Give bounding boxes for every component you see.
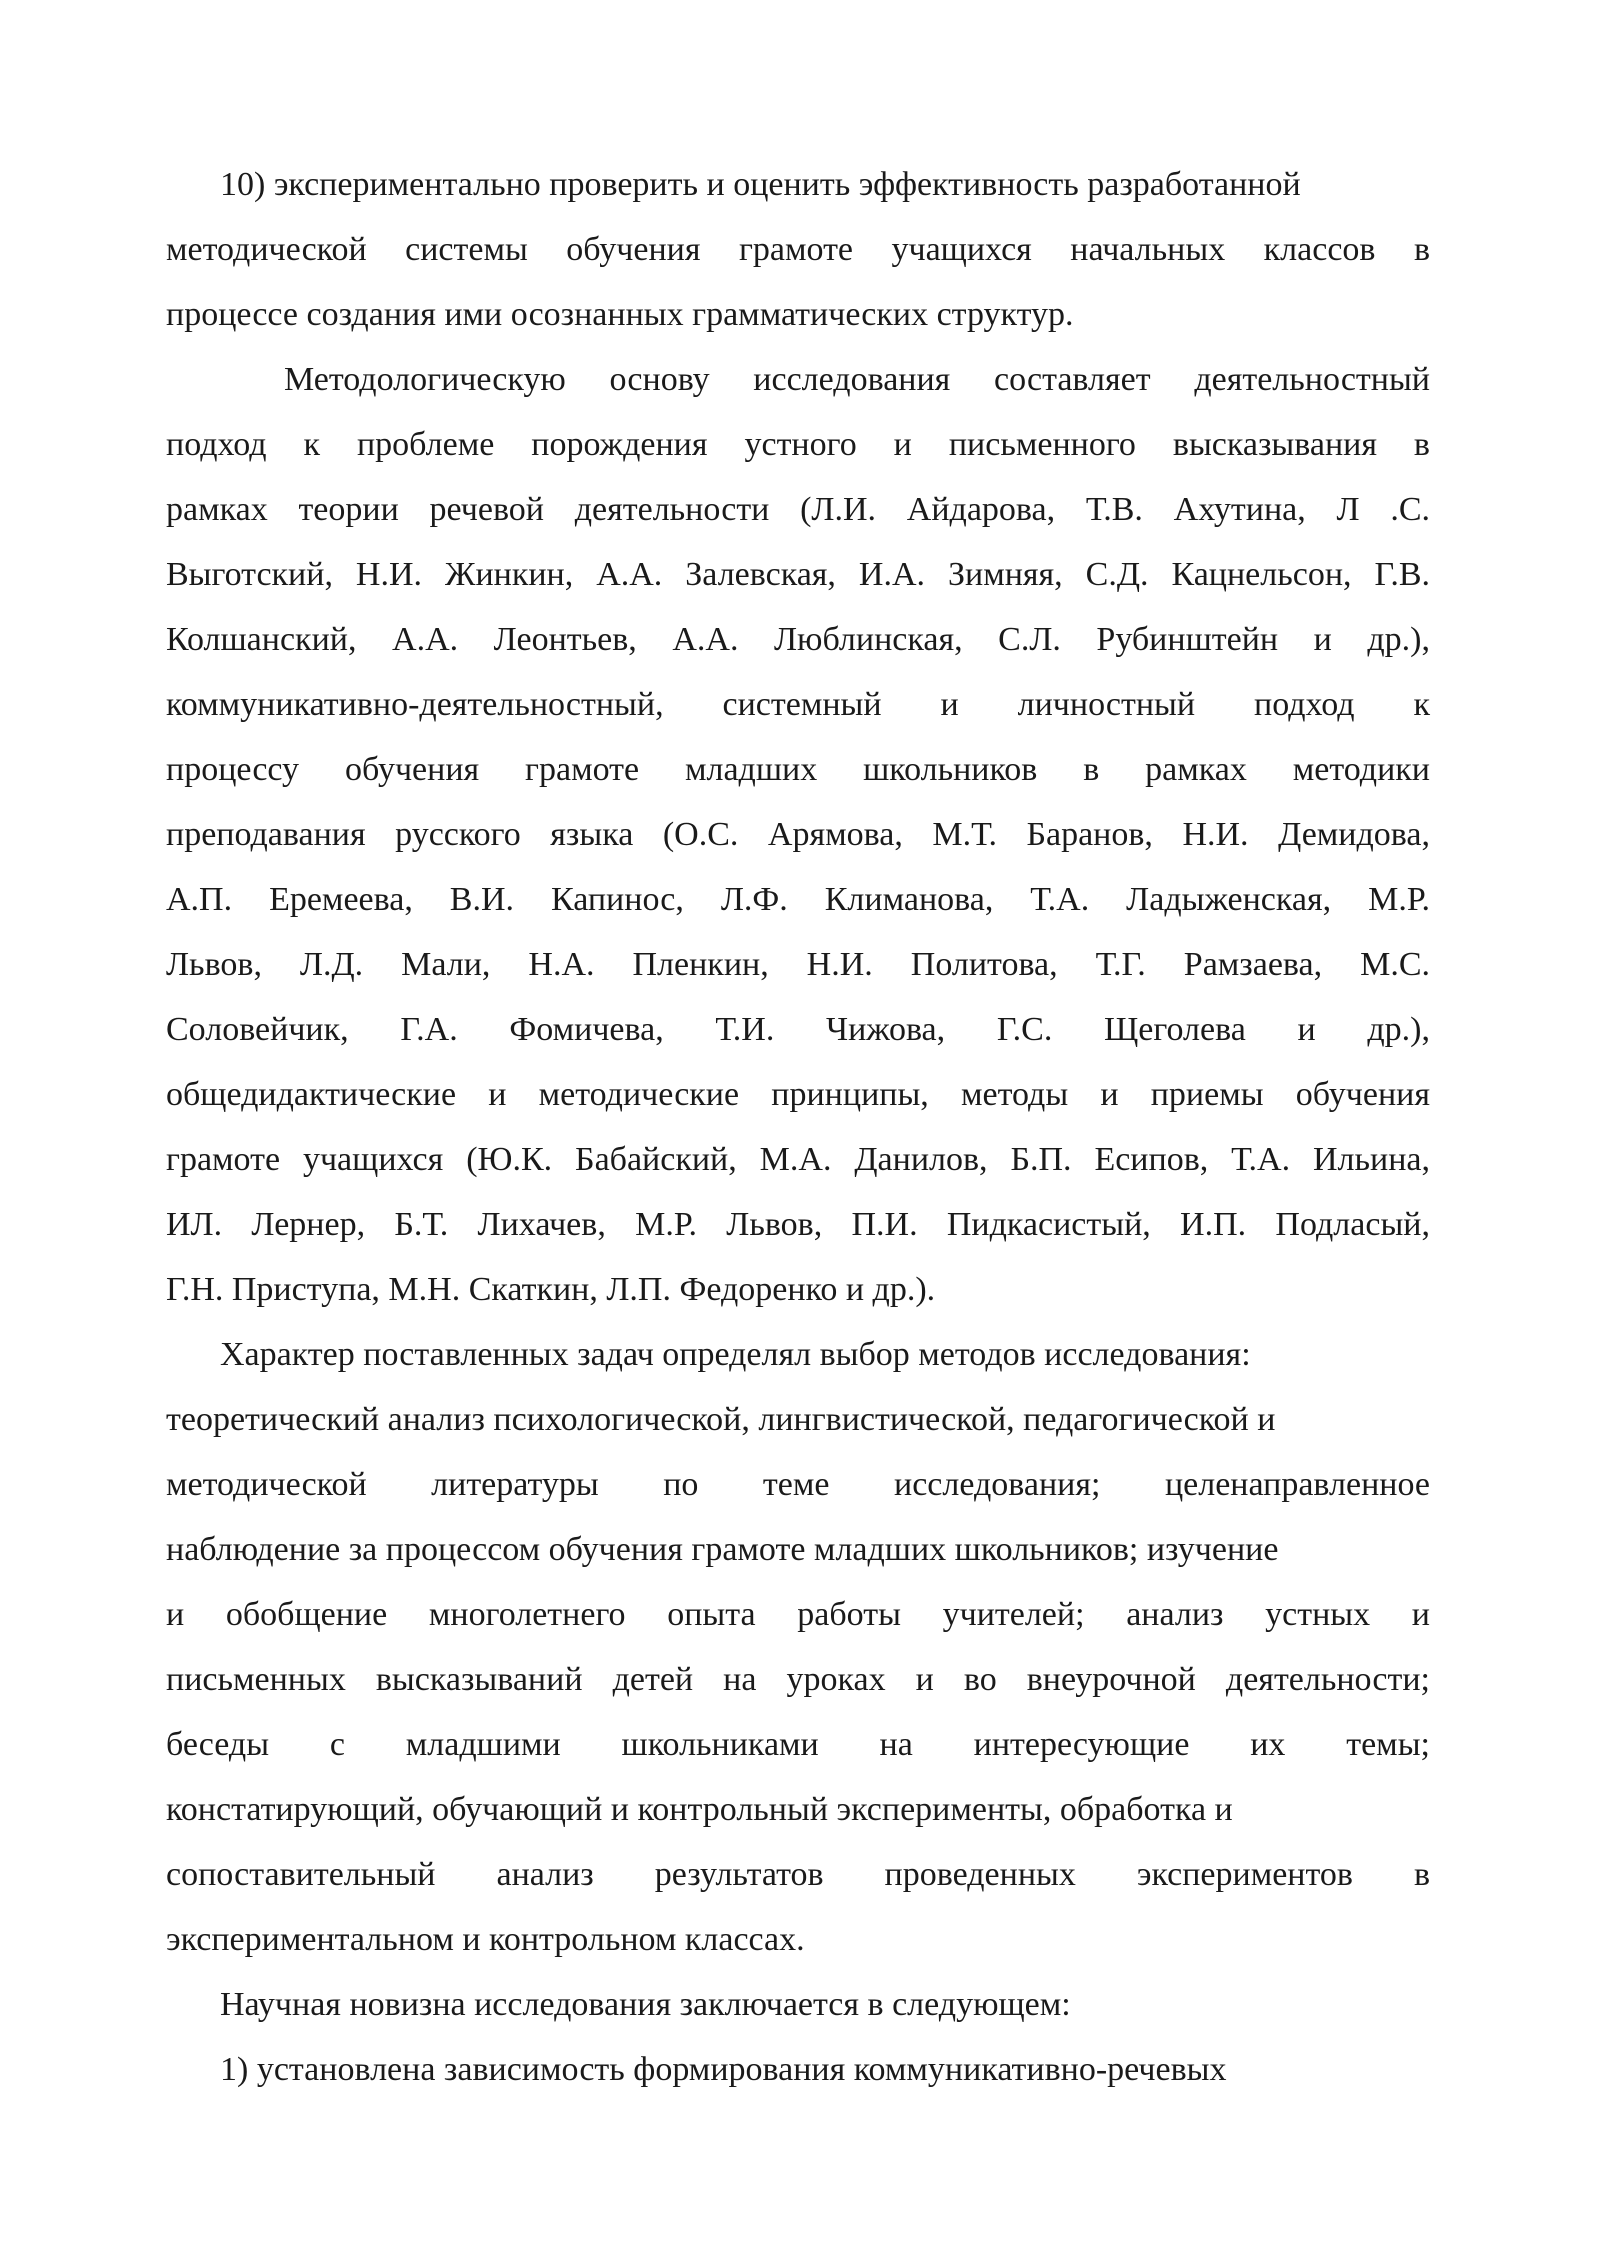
text-line: наблюдение за процессом обучения грамоте младших школьников; изучение	[166, 1531, 1279, 1568]
text-line: Г.Н. Приступа, М.Н. Скаткин, Л.П. Федоренко и др.).	[166, 1271, 936, 1308]
text-line: процессе создания ими осознанных грамматических структур.	[166, 296, 1074, 333]
text-line: и обобщение многолетнего опыта работы учителей; анализ устных и	[166, 1596, 1430, 1633]
text-line: 10) экспериментально проверить и оценить эффективность разработанной	[220, 166, 1301, 203]
text-line: Выготский, Н.И. Жинкин, А.А. Залевская, И.А. Зимняя, С.Д. Кацнельсон, Г.В.	[166, 556, 1430, 593]
text-line: Методологическую основу исследования составляет деятельностный	[284, 361, 1430, 398]
paragraph-p4	[166, 1972, 1430, 2037]
text-line: методической системы обучения грамоте учащихся начальных классов в	[166, 231, 1430, 268]
text-line: 1) установлена зависимость формирования коммуникативно-речевых	[220, 2051, 1227, 2088]
text-line: методической литературы по теме исследования; целенаправленное	[166, 1466, 1430, 1503]
text-line: ИЛ. Лернер, Б.Т. Лихачев, М.Р. Львов, П.И. Пидкасистый, И.П. Подласый,	[166, 1206, 1430, 1243]
text-line: письменных высказываний детей на уроках и во внеурочной деятельности;	[166, 1661, 1430, 1698]
text-line: процессу обучения грамоте младших школьников в рамках методики	[166, 751, 1430, 788]
text-line: А.П. Еремеева, В.И. Капинос, Л.Ф. Климанова, Т.А. Ладыженская, М.Р.	[166, 881, 1430, 918]
text-line: беседы с младшими школьниками на интересующие их темы;	[166, 1726, 1430, 1763]
paragraph-p3	[166, 1322, 1430, 1972]
text-line: экспериментальном и контрольном классах.	[166, 1921, 805, 1958]
text-line: теоретический анализ психологической, лингвистической, педагогической и	[166, 1401, 1276, 1438]
paragraph-p5	[166, 2037, 1430, 2102]
text-line: констатирующий, обучающий и контрольный эксперименты, обработка и	[166, 1791, 1233, 1828]
text-line: Характер поставленных задач определял выбор методов исследования:	[220, 1336, 1251, 1373]
paragraph-p2	[166, 347, 1430, 1322]
text-line: рамках теории речевой деятельности (Л.И. Айдарова, Т.В. Ахутина, Л .С.	[166, 491, 1430, 528]
text-line: Соловейчик, Г.А. Фомичева, Т.И. Чижова, Г.С. Щеголева и др.),	[166, 1011, 1430, 1048]
text-line: общедидактические и методические принципы, методы и приемы обучения	[166, 1076, 1430, 1113]
text-line: подход к проблеме порождения устного и письменного высказывания в	[166, 426, 1430, 463]
text-line: преподавания русского языка (О.С. Арямова, М.Т. Баранов, Н.И. Демидова,	[166, 816, 1430, 853]
text-line: Колшанский, А.А. Леонтьев, А.А. Люблинская, С.Л. Рубинштейн и др.),	[166, 621, 1430, 658]
document-page	[166, 152, 1430, 2102]
text-line: сопоставительный анализ результатов проведенных экспериментов в	[166, 1856, 1430, 1893]
text-line: грамоте учащихся (Ю.К. Бабайский, М.А. Данилов, Б.П. Есипов, Т.А. Ильина,	[166, 1141, 1430, 1178]
text-line: Научная новизна исследования заключается в следующем:	[220, 1986, 1071, 2023]
paragraph-p1	[166, 152, 1430, 347]
text-line: Львов, Л.Д. Мали, Н.А. Пленкин, Н.И. Политова, Т.Г. Рамзаева, М.С.	[166, 946, 1430, 983]
text-line: коммуникативно-деятельностный, системный и личностный подход к	[166, 686, 1430, 723]
